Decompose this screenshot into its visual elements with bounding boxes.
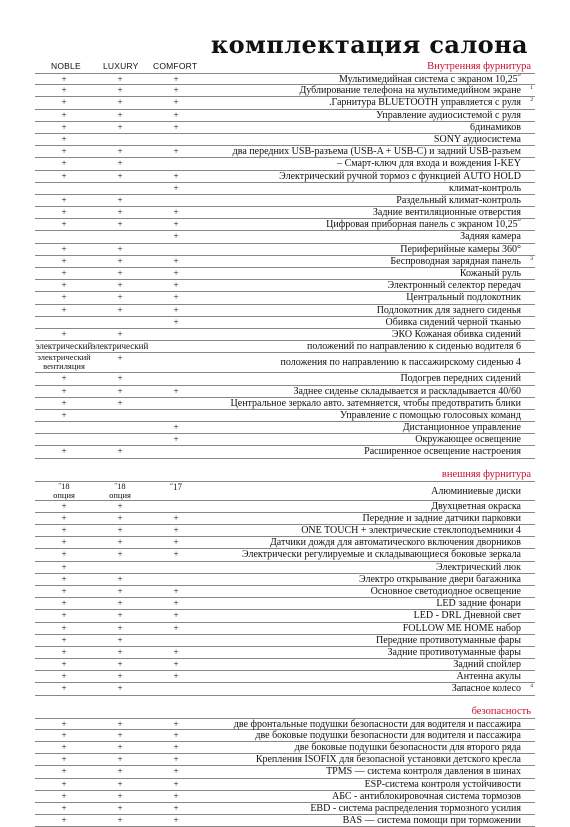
feature-label: Мультимедийная система с экраном 10,25˝ — [339, 74, 521, 85]
cell-noble: + — [61, 671, 67, 682]
feature-label: Электрически регулируемые и складывающиеся боковые зеркала — [242, 549, 521, 561]
cell-luxury: + — [117, 718, 123, 729]
feature-label: АБС - антиблокировочная система тормозов — [331, 790, 521, 802]
cell-luxury: + — [117, 525, 123, 535]
feature-label: Электрический люк — [435, 561, 521, 573]
feature-label: ESP-система контроля устойчивости — [364, 778, 521, 790]
cell-comfort: + — [173, 316, 179, 327]
cell-noble: + — [61, 754, 67, 765]
cell-comfort: + — [173, 121, 179, 132]
table-row — [35, 183, 535, 195]
table-row — [35, 341, 535, 353]
feature-label: Центральное зеркало авто. затемняется, чтобы предотвратить блики — [230, 397, 521, 409]
table-row — [35, 446, 535, 458]
cell-noble: + — [61, 585, 67, 596]
cell-comfort: + — [173, 146, 179, 157]
cell-noble: электрический вентиляция — [37, 352, 91, 372]
table-row — [35, 574, 535, 586]
cell-luxury: + — [117, 610, 123, 621]
table-row — [35, 73, 535, 85]
cell-noble: + — [61, 802, 67, 813]
cell-luxury: + — [117, 729, 123, 740]
feature-label: Беспроводная зарядная панель — [390, 255, 521, 267]
cell-luxury: + — [117, 255, 123, 266]
feature-label: Задний спойлер — [453, 659, 521, 671]
cell-luxury: + — [117, 353, 123, 364]
cell-noble: + — [61, 97, 67, 108]
cell-noble: + — [61, 280, 67, 291]
cell-luxury: + — [117, 573, 123, 584]
feature-label: положения по направлению к пассажирскому сиденью 4 — [280, 357, 521, 369]
column-header-noble: NOBLE — [51, 61, 81, 71]
cell-luxury: + — [117, 598, 123, 609]
table-row — [35, 610, 535, 622]
cell-luxury: + — [117, 790, 123, 801]
cell-luxury: + — [117, 121, 123, 132]
table-row — [35, 671, 535, 683]
cell-noble: + — [61, 170, 67, 181]
table-row — [35, 110, 535, 122]
feature-label: Центральный подлокотник — [406, 292, 521, 304]
feature-label: Заднее сиденье складывается и раскладывается 40/60 — [293, 385, 521, 397]
cell-noble: + — [61, 500, 67, 511]
cell-comfort: + — [173, 304, 179, 315]
table-row — [35, 562, 535, 574]
table-row — [35, 647, 535, 659]
section-title-row — [35, 60, 535, 73]
cell-noble: + — [61, 815, 67, 826]
feature-label: Задняя камера — [460, 231, 521, 243]
cell-luxury: + — [117, 742, 123, 752]
section-title: Внутренняя фурнитура — [427, 61, 531, 72]
cell-noble: + — [61, 634, 67, 645]
cell-comfort: + — [173, 622, 179, 633]
cell-noble: + — [61, 243, 67, 254]
cell-comfort: + — [173, 549, 179, 560]
cell-luxury: + — [117, 683, 123, 694]
cell-comfort: + — [173, 742, 179, 752]
cell-noble: + — [61, 85, 67, 96]
feature-label: Электронный селектор передач — [387, 280, 521, 292]
equipment-table — [35, 60, 535, 827]
cell-comfort: + — [173, 512, 179, 523]
feature-label: положений по направлению к сиденью водителя 6 — [307, 341, 521, 353]
cell-noble: + — [61, 194, 67, 205]
feature-label: Обивка сидений черной тканью — [385, 316, 521, 328]
table-row — [35, 292, 535, 304]
cell-noble: + — [61, 729, 67, 740]
cell-comfort: ˝17 — [170, 481, 182, 492]
table-row — [35, 244, 535, 256]
feature-label: Алюминиевые диски — [431, 485, 521, 497]
cell-luxury: + — [117, 292, 123, 303]
cell-noble: + — [61, 255, 67, 266]
table-row — [35, 549, 535, 561]
cell-comfort: + — [173, 790, 179, 801]
table-row — [35, 422, 535, 434]
cell-noble: + — [61, 158, 67, 169]
section-title-row — [35, 705, 535, 718]
cell-noble: + — [61, 742, 67, 752]
table-row — [35, 525, 535, 537]
cell-luxury: + — [117, 646, 123, 657]
table-row — [35, 122, 535, 134]
cell-comfort: + — [173, 766, 179, 777]
cell-noble: + — [61, 683, 67, 694]
footnote-marker: 3 — [530, 255, 533, 262]
cell-luxury: + — [117, 243, 123, 254]
cell-luxury: + — [117, 754, 123, 765]
cell-luxury: + — [117, 85, 123, 96]
table-row — [35, 305, 535, 317]
section-title-row — [35, 468, 535, 481]
feature-label: Управление аудиосистемой с руля — [376, 109, 521, 121]
cell-luxury: + — [117, 304, 123, 315]
cell-noble: + — [61, 525, 67, 535]
cell-luxury: + — [117, 766, 123, 777]
feature-label: Крепления ISOFIX для безопасной установки детского кресла — [255, 754, 521, 766]
table-row — [35, 410, 535, 422]
feature-label: две боковые подушки безопасности для водителя и пассажира — [255, 729, 521, 741]
table-row — [35, 598, 535, 610]
cell-luxury: + — [117, 397, 123, 408]
table-row — [35, 329, 535, 341]
feature-label: Запасное колесо — [451, 683, 521, 695]
feature-label: Антенна акулы — [456, 671, 521, 683]
cell-luxury: + — [117, 109, 123, 120]
feature-label: Цифровая приборная панель с экраном 10,25˝ — [326, 219, 521, 231]
cell-luxury: + — [117, 585, 123, 596]
table-row — [35, 481, 535, 501]
feature-label: Кожаный руль — [459, 268, 521, 279]
cell-luxury: + — [117, 778, 123, 789]
table-row — [35, 317, 535, 329]
feature-label: Электрический ручной тормоз с функцией AUTO HOLD — [279, 170, 521, 182]
cell-comfort: + — [173, 231, 179, 242]
table-row — [35, 766, 535, 778]
cell-luxury: + — [117, 158, 123, 169]
cell-noble: + — [61, 561, 67, 572]
table-row — [35, 158, 535, 170]
table-row — [35, 742, 535, 754]
table-row — [35, 586, 535, 598]
table-row — [35, 815, 535, 827]
cell-comfort: + — [173, 219, 179, 230]
feature-label: Дублирование телефона на мультимедийном экране — [299, 85, 521, 97]
table-row — [35, 134, 535, 146]
cell-luxury: + — [117, 622, 123, 633]
feature-label: Расширенное освещение настроения — [364, 446, 521, 458]
cell-comfort: + — [173, 525, 179, 535]
cell-comfort: + — [173, 659, 179, 670]
cell-noble: + — [61, 646, 67, 657]
cell-noble: + — [61, 598, 67, 609]
feature-label: Передние противотуманные фары — [376, 634, 521, 646]
cell-noble: + — [61, 446, 67, 457]
cell-luxury: + — [117, 74, 123, 84]
cell-noble: + — [61, 766, 67, 777]
feature-label: две боковые подушки безопасности для второго ряда — [294, 742, 521, 753]
cell-comfort: + — [173, 280, 179, 291]
feature-label: Задние вентиляционные отверстия — [372, 207, 521, 219]
table-row — [35, 398, 535, 410]
table-row — [35, 779, 535, 791]
table-row — [35, 659, 535, 671]
table-row — [35, 219, 535, 231]
cell-luxury: + — [117, 219, 123, 230]
table-row — [35, 754, 535, 766]
cell-comfort: + — [173, 434, 179, 445]
cell-noble: + — [61, 537, 67, 548]
feature-label: 6динамиков — [470, 121, 521, 133]
footnote-marker: 2 — [530, 97, 533, 104]
cell-comfort: + — [173, 422, 179, 433]
table-row — [35, 513, 535, 525]
cell-noble: + — [61, 718, 67, 729]
cell-luxury: электрический — [91, 341, 149, 352]
cell-noble: + — [61, 385, 67, 396]
cell-noble: + — [61, 397, 67, 408]
cell-comfort: + — [173, 610, 179, 621]
cell-comfort: + — [173, 646, 179, 657]
table-row — [35, 730, 535, 742]
table-row — [35, 256, 535, 268]
cell-luxury: + — [117, 280, 123, 291]
cell-luxury: + — [117, 537, 123, 548]
table-row — [35, 718, 535, 730]
cell-comfort: + — [173, 815, 179, 826]
cell-noble: + — [61, 778, 67, 789]
table-row — [35, 635, 535, 647]
cell-noble: + — [61, 610, 67, 621]
table-row — [35, 791, 535, 803]
cell-luxury: + — [117, 97, 123, 108]
cell-comfort: + — [173, 537, 179, 548]
cell-noble: + — [61, 292, 67, 303]
cell-noble: электрический — [35, 341, 93, 352]
feature-label: Дистанционное управление — [402, 422, 521, 434]
feature-label: Окружающее освещение — [415, 434, 521, 446]
cell-noble: + — [61, 121, 67, 132]
cell-luxury: ˝18 опция — [109, 480, 131, 500]
table-row — [35, 353, 535, 373]
cell-luxury: + — [117, 146, 123, 157]
cell-noble: + — [61, 512, 67, 523]
feature-label: Датчики дождя для автоматического включения дворников — [269, 537, 521, 549]
cell-noble: + — [61, 146, 67, 157]
table-row — [35, 537, 535, 549]
cell-comfort: + — [173, 268, 179, 278]
feature-label: Двухцветная окраска — [431, 500, 521, 512]
feature-label: две фронтальные подушки безопасности для водителя и пассажира — [233, 718, 521, 730]
cell-luxury: + — [117, 815, 123, 826]
cell-comfort: + — [173, 585, 179, 596]
cell-comfort: + — [173, 85, 179, 96]
cell-comfort: + — [173, 671, 179, 682]
cell-comfort: + — [173, 109, 179, 120]
table-row — [35, 85, 535, 97]
table-row — [35, 803, 535, 815]
table-row — [35, 171, 535, 183]
feature-label: .Гарнитура BLUETOOTH управляется с руля — [328, 97, 521, 109]
cell-comfort: + — [173, 74, 179, 84]
feature-label: SONY аудиосистема — [433, 133, 521, 145]
cell-noble: ˝18 опция — [53, 480, 75, 500]
cell-comfort: + — [173, 754, 179, 765]
cell-noble: + — [61, 790, 67, 801]
cell-comfort: + — [173, 802, 179, 813]
cell-luxury: + — [117, 549, 123, 560]
cell-noble: + — [61, 328, 67, 339]
cell-comfort: + — [173, 182, 179, 193]
cell-luxury: + — [117, 634, 123, 645]
cell-noble: + — [61, 622, 67, 633]
cell-luxury: + — [117, 194, 123, 205]
footnote-marker: 1 — [530, 85, 533, 92]
table-row — [35, 623, 535, 635]
cell-noble: + — [61, 659, 67, 670]
feature-label: Передние и задние датчики парковки — [362, 512, 521, 524]
cell-comfort: + — [173, 170, 179, 181]
column-header-luxury: LUXURY — [103, 61, 139, 71]
feature-label: FOLLOW ME HOME набор — [402, 622, 521, 634]
table-row — [35, 501, 535, 513]
table-row — [35, 97, 535, 109]
feature-label: Задние противотуманные фары — [387, 646, 521, 658]
cell-comfort: + — [173, 718, 179, 729]
cell-luxury: + — [117, 385, 123, 396]
feature-label: климат-контроль — [449, 182, 521, 194]
cell-luxury: + — [117, 659, 123, 670]
cell-luxury: + — [117, 512, 123, 523]
cell-comfort: + — [173, 778, 179, 789]
cell-noble: + — [61, 207, 67, 218]
feature-label: ONE TOUCH + электрические стеклоподъемники 4 — [301, 525, 521, 536]
table-row — [35, 386, 535, 398]
cell-noble: + — [61, 74, 67, 84]
table-row — [35, 195, 535, 207]
cell-noble: + — [61, 373, 67, 384]
feature-label: Подлокотник для заднего сиденья — [376, 304, 521, 316]
cell-noble: + — [61, 109, 67, 120]
feature-label: Основное светодиодное освещение — [370, 585, 521, 597]
feature-label: LED - DRL Дневной свет — [413, 610, 521, 622]
cell-comfort: + — [173, 385, 179, 396]
feature-label: Подогрев передних сидений — [400, 373, 521, 385]
cell-comfort: + — [173, 729, 179, 740]
cell-comfort: + — [173, 255, 179, 266]
cell-comfort: + — [173, 97, 179, 108]
cell-luxury: + — [117, 268, 123, 278]
cell-luxury: + — [117, 500, 123, 511]
table-row — [35, 280, 535, 292]
feature-label: Управление с помощью голосовых команд — [340, 409, 521, 421]
cell-luxury: + — [117, 802, 123, 813]
feature-label: LED задние фонари — [436, 598, 521, 610]
feature-label: EBD - система распределения тормозного усилия — [310, 802, 521, 814]
table-row — [35, 373, 535, 385]
footnote-marker: 4 — [530, 683, 533, 690]
page-title: комплектация салона — [210, 30, 528, 59]
cell-luxury: + — [117, 373, 123, 384]
cell-luxury: + — [117, 207, 123, 218]
cell-luxury: + — [117, 170, 123, 181]
table-row — [35, 268, 535, 280]
cell-comfort: + — [173, 207, 179, 218]
section-title: безопасность — [471, 705, 531, 717]
column-header-comfort: COMFORT — [153, 61, 198, 71]
cell-comfort: + — [173, 598, 179, 609]
feature-label: Электро открывание двери багажника — [359, 573, 521, 585]
table-row — [35, 683, 535, 695]
cell-noble: + — [61, 409, 67, 420]
feature-label: ЭКО Кожаная обивка сидений — [391, 328, 521, 340]
cell-luxury: + — [117, 671, 123, 682]
cell-noble: + — [61, 268, 67, 278]
cell-noble: + — [61, 133, 67, 144]
cell-luxury: + — [117, 446, 123, 457]
cell-noble: + — [61, 304, 67, 315]
cell-noble: + — [61, 219, 67, 230]
feature-label: два передних USB-разъема (USB-A + USB-C) и задний USB-разъем — [232, 146, 521, 158]
cell-noble: + — [61, 549, 67, 560]
table-row — [35, 231, 535, 243]
cell-comfort: + — [173, 292, 179, 303]
feature-label: Периферийные камеры 360° — [400, 243, 521, 255]
section-title: внешняя фурнитура — [441, 468, 531, 480]
table-row — [35, 146, 535, 158]
cell-luxury: + — [117, 328, 123, 339]
feature-label: TPMS — система контроля давления в шинах — [326, 766, 521, 778]
feature-label: BAS — система помощи при торможении — [342, 815, 521, 827]
table-row — [35, 434, 535, 446]
feature-label: – Смарт-ключ для входа и вождения I-KEY — [337, 158, 521, 170]
cell-noble: + — [61, 573, 67, 584]
table-row — [35, 207, 535, 219]
feature-label: Раздельный климат-контроль — [396, 194, 521, 206]
